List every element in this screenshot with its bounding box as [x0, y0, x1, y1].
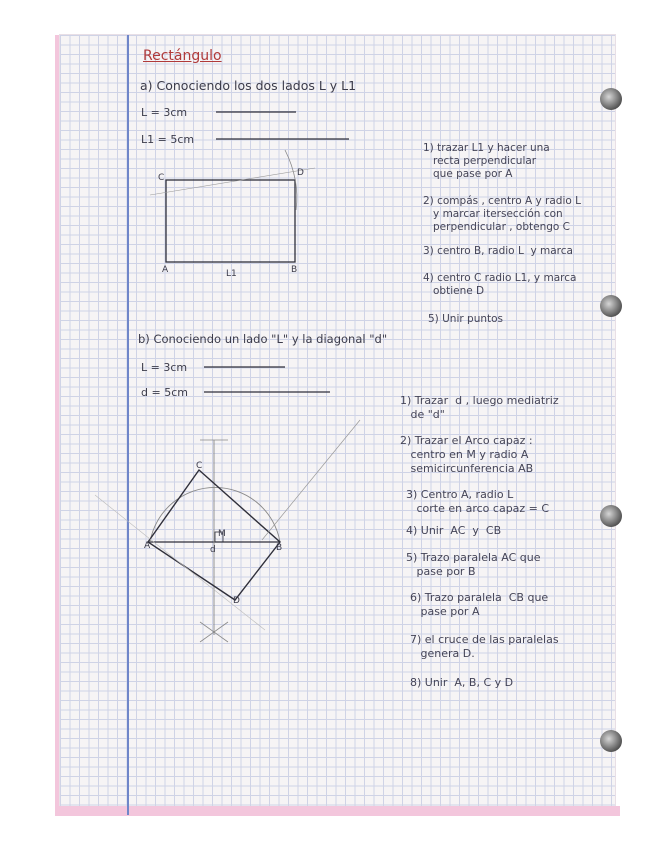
point-c-label: C [196, 461, 203, 471]
length-d-label: d = 5cm [141, 386, 188, 399]
construction-line [150, 168, 315, 195]
point-c-label: C [158, 173, 165, 183]
step-b-5: 5) Trazo paralela AC que pase por B [406, 551, 541, 578]
length-l-label: L = 3cm [141, 106, 188, 119]
step-b-2: 2) Trazar el Arco capaz : centro en M y radio A semicircunferencia AB [400, 434, 534, 475]
side-l1-label: L1 [226, 269, 237, 279]
parallel-line [262, 420, 360, 540]
step-a-3: 3) centro B, radio L y marca [423, 245, 573, 257]
part-b-heading: b) Conociendo un lado "L" y la diagonal "d" [138, 332, 388, 346]
length-l-label-b: L = 3cm [141, 361, 188, 374]
step-b-6: 6) Trazo paralela CB que pase por A [410, 591, 549, 618]
point-a-label: A [144, 541, 151, 551]
step-b-4: 4) Unir AC y CB [406, 524, 502, 537]
page-title: Rectángulo [143, 48, 222, 64]
point-b-label: B [291, 265, 298, 275]
part-a-heading: a) Conociendo los dos lados L y L1 [140, 78, 357, 93]
point-a-label: A [162, 265, 169, 275]
step-a-2: 2) compás , centro A y radio L y marcar itersección con perpendicular , obtengo C [423, 195, 581, 233]
point-d-label: D [297, 168, 304, 178]
length-l1-label: L1 = 5cm [141, 133, 195, 146]
point-b-label: B [276, 543, 283, 553]
step-a-5: 5) Unir puntos [428, 313, 504, 325]
parallel-line [95, 495, 170, 555]
step-a-4: 4) centro C radio L1, y marca obtiene D [423, 272, 577, 297]
rectangle-a [166, 180, 295, 262]
step-a-1: 1) trazar L1 y hacer una recta perpendicular que pase por A [423, 142, 550, 180]
step-b-8: 8) Unir A, B, C y D [410, 676, 514, 689]
step-b-3: 3) Centro A, radio L corte en arco capaz = C [406, 488, 550, 515]
point-m-label: M [218, 529, 226, 539]
step-b-7: 7) el cruce de las paralelas genera D. [410, 633, 559, 660]
point-d-label: D [233, 596, 240, 606]
step-b-1: 1) Trazar d , luego mediatriz de "d" [400, 394, 559, 421]
diagonal-d-label: d [210, 545, 216, 555]
parallel-line [170, 555, 265, 630]
